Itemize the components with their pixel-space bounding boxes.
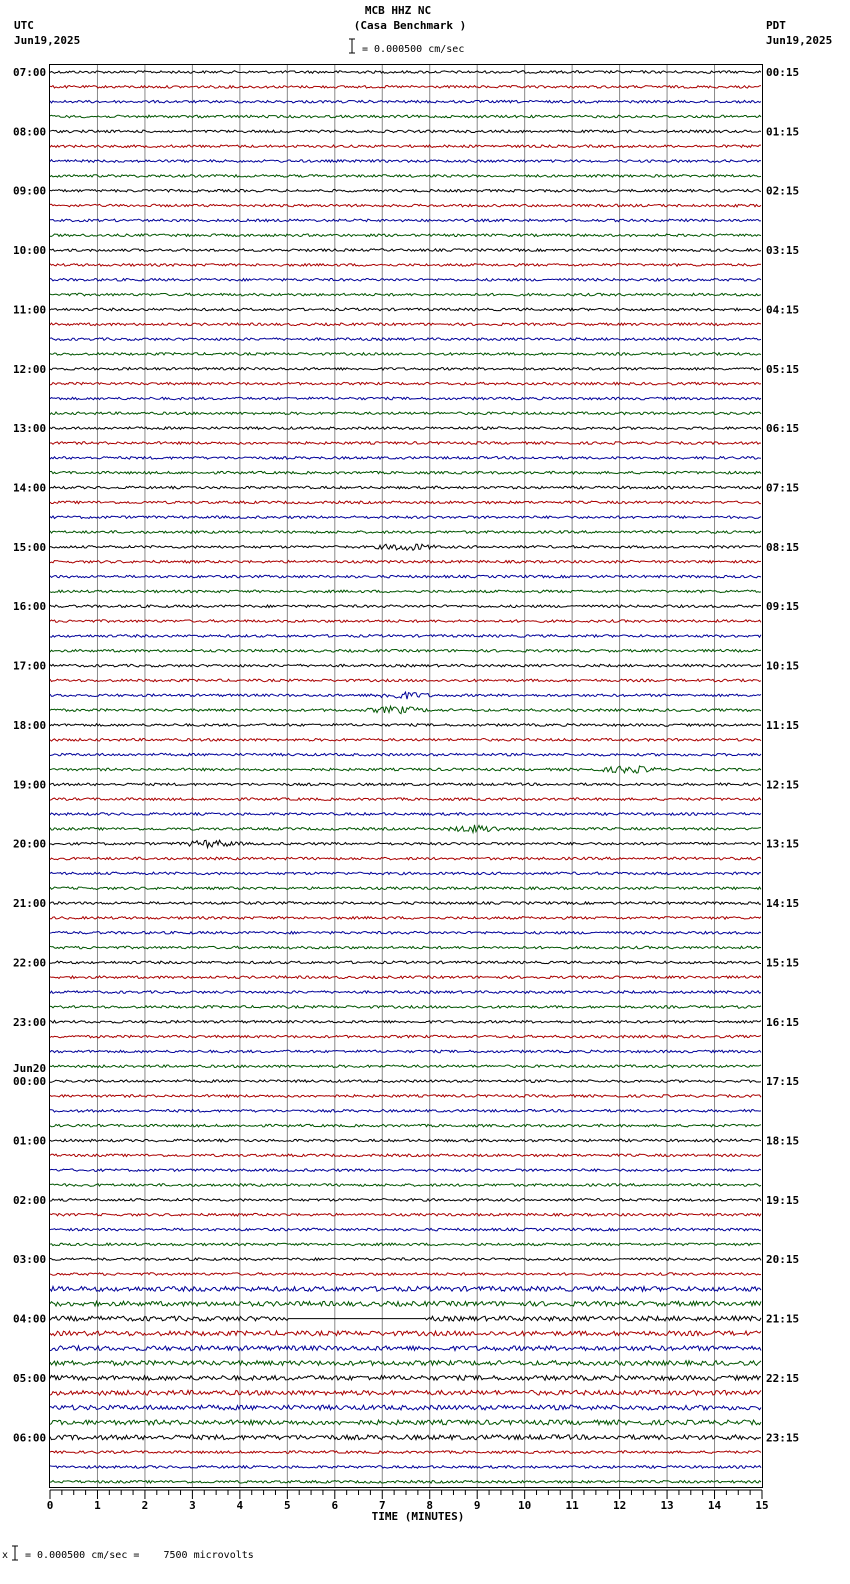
- trace-row: [50, 706, 761, 714]
- trace-row: [50, 1258, 761, 1261]
- trace-row: [50, 204, 761, 207]
- x-axis: [47, 1490, 769, 1512]
- trace-row: [50, 1021, 761, 1024]
- station-location: (Casa Benchmark ): [353, 19, 467, 32]
- trace-row: [50, 471, 761, 474]
- utc-hour-label: 10:00: [13, 244, 47, 258]
- trace-row: [50, 100, 761, 103]
- trace-row: [50, 1154, 761, 1157]
- pdt-hour-label: 15:15: [766, 956, 800, 970]
- trace-row: [50, 279, 761, 282]
- utc-hour-label: 04:00: [13, 1312, 47, 1326]
- x-tick-label: 1: [94, 1499, 101, 1512]
- x-tick-label: 4: [236, 1499, 244, 1512]
- trace-row: [50, 189, 761, 192]
- pdt-hour-label: 13:15: [766, 837, 800, 851]
- scale-label: = 0.000500 cm/sec: [362, 44, 465, 55]
- trace-row: [50, 86, 761, 89]
- utc-hour-label: 15:00: [13, 540, 47, 554]
- trace-row: [50, 1035, 761, 1038]
- pdt-hour-label: 08:15: [766, 540, 800, 554]
- utc-hour-label: 00:00: [13, 1075, 47, 1089]
- trace-row: [50, 1346, 761, 1351]
- trace-row: [50, 664, 761, 667]
- trace-row: [50, 1331, 761, 1336]
- trace-row: [50, 1273, 761, 1276]
- trace-row: [50, 1228, 761, 1231]
- trace-row: [50, 1376, 761, 1381]
- trace-row: [50, 1287, 761, 1292]
- footer-scale-label: = 0.000500 cm/sec = 7500 microvolts: [25, 1550, 254, 1561]
- utc-hour-label: 05:00: [13, 1371, 47, 1385]
- utc-hour-label: 21:00: [13, 897, 47, 911]
- trace-row: [50, 1435, 761, 1440]
- utc-hour-label: 14:00: [13, 481, 47, 495]
- x-tick-label: 2: [141, 1499, 149, 1512]
- trace-row: [50, 753, 761, 756]
- trace-row: [50, 1050, 761, 1053]
- trace-row: [50, 219, 761, 222]
- trace-row: [50, 1466, 761, 1469]
- x-tick-label: 8: [426, 1499, 434, 1512]
- utc-hour-label: 08:00: [13, 125, 47, 139]
- trace-row: [50, 1080, 761, 1083]
- trace-row: [50, 902, 761, 905]
- left-date: Jun19,2025: [14, 34, 81, 47]
- utc-hour-label: 19:00: [13, 778, 47, 792]
- pdt-hour-label: 19:15: [766, 1193, 800, 1207]
- trace-row: [50, 175, 761, 178]
- utc-hour-label: 13:00: [13, 422, 47, 436]
- utc-hour-label: 11:00: [13, 303, 47, 317]
- trace-row: [50, 382, 761, 385]
- trace-row: [50, 872, 761, 875]
- utc-hour-label: 18:00: [13, 718, 47, 732]
- pdt-hour-labels: [766, 66, 799, 1444]
- trace-row: [50, 412, 761, 415]
- trace-row: [50, 368, 761, 371]
- trace-row: [50, 590, 761, 593]
- pdt-hour-label: 01:15: [766, 125, 800, 139]
- x-tick-label: 5: [284, 1499, 291, 1512]
- trace-row: [50, 501, 761, 504]
- utc-hour-label: 22:00: [13, 956, 47, 970]
- trace-row: [50, 1481, 761, 1484]
- pdt-hour-label: 21:15: [766, 1312, 800, 1326]
- svg-text:x: x: [2, 1550, 9, 1561]
- trace-row: [50, 783, 761, 786]
- trace-row: [50, 946, 761, 949]
- x-tick-label: 10: [518, 1499, 532, 1512]
- trace-row: [50, 620, 761, 623]
- x-tick-label: 12: [612, 1499, 627, 1512]
- pdt-hour-label: 20:15: [766, 1253, 800, 1267]
- trace-row: [50, 486, 761, 489]
- utc-hour-label: 01:00: [13, 1134, 47, 1148]
- utc-hour-label: 17:00: [13, 659, 47, 673]
- trace-row: [50, 1065, 761, 1068]
- utc-hour-label: 12:00: [13, 362, 47, 376]
- trace-row: [50, 427, 761, 430]
- trace-row: [50, 264, 761, 267]
- trace-row: [50, 635, 761, 638]
- pdt-hour-label: 00:15: [766, 66, 800, 79]
- trace-row: [50, 397, 761, 400]
- station-title: MCB HHZ NC: [364, 4, 432, 17]
- pdt-hour-label: 14:15: [766, 897, 800, 911]
- right-timezone: PDT: [766, 19, 786, 32]
- utc-hour-label: 09:00: [13, 184, 47, 198]
- trace-row: [50, 991, 761, 994]
- x-tick-label: 3: [189, 1499, 196, 1512]
- trace-row: [50, 825, 761, 833]
- trace-row: [50, 650, 761, 653]
- utc-hour-labels: [13, 66, 46, 1444]
- trace-row: [50, 457, 761, 460]
- trace-row: [50, 115, 761, 118]
- trace-row: [50, 323, 761, 326]
- x-axis-label: TIME (MINUTES): [371, 1510, 465, 1523]
- trace-row: [50, 1110, 761, 1113]
- pdt-hour-label: 02:15: [766, 184, 800, 198]
- utc-hour-label: 06:00: [13, 1431, 47, 1445]
- trace-row: [50, 516, 761, 519]
- utc-hour-label: 20:00: [13, 837, 47, 851]
- trace-row: [50, 887, 761, 890]
- utc-hour-label: 23:00: [13, 1015, 47, 1029]
- x-tick-label: 9: [473, 1499, 481, 1512]
- trace-row: [50, 1316, 761, 1321]
- pdt-hour-label: 18:15: [766, 1134, 800, 1148]
- trace-row: [50, 531, 761, 534]
- x-tick-label: 15: [755, 1499, 769, 1512]
- trace-row: [50, 1199, 761, 1202]
- trace-row: [50, 857, 761, 860]
- utc-hour-label: 02:00: [13, 1193, 47, 1207]
- trace-row: [50, 544, 761, 550]
- trace-group: [50, 71, 761, 1483]
- pdt-hour-label: 07:15: [766, 481, 800, 495]
- trace-row: [50, 160, 761, 163]
- trace-row: [50, 1213, 761, 1216]
- trace-row: [50, 130, 761, 133]
- pdt-hour-label: 17:15: [766, 1075, 800, 1089]
- trace-row: [50, 1243, 761, 1246]
- trace-row: [50, 724, 761, 727]
- trace-row: [50, 605, 761, 608]
- left-timezone: UTC: [14, 19, 34, 32]
- trace-row: [50, 442, 761, 445]
- pdt-hour-label: 04:15: [766, 303, 800, 317]
- trace-row: [50, 1361, 761, 1366]
- trace-row: [50, 961, 761, 964]
- footer-scale-icon: [2, 1546, 18, 1561]
- trace-row: [50, 917, 761, 920]
- trace-row: [50, 739, 761, 742]
- trace-row: [50, 1139, 761, 1142]
- trace-row: [50, 766, 761, 773]
- trace-row: [50, 560, 761, 563]
- pdt-hour-label: 11:15: [766, 718, 800, 732]
- trace-row: [50, 1420, 761, 1425]
- pdt-hour-label: 12:15: [766, 778, 800, 792]
- trace-row: [50, 1095, 761, 1098]
- trace-row: [50, 679, 761, 682]
- utc-hour-label: 07:00: [13, 66, 47, 79]
- trace-row: [50, 1405, 761, 1410]
- trace-row: [50, 976, 761, 979]
- trace-row: [50, 1301, 761, 1306]
- trace-row: [50, 1124, 761, 1127]
- trace-row: [50, 338, 761, 341]
- pdt-hour-label: 22:15: [766, 1371, 800, 1385]
- utc-hour-label: 16:00: [13, 600, 47, 614]
- x-tick-label: 14: [707, 1499, 722, 1512]
- right-date: Jun19,2025: [766, 34, 833, 47]
- pdt-hour-label: 06:15: [766, 422, 800, 436]
- pdt-hour-label: 03:15: [766, 244, 800, 258]
- trace-row: [50, 1451, 761, 1454]
- pdt-hour-label: 23:15: [766, 1431, 800, 1445]
- x-tick-label: 6: [331, 1499, 339, 1512]
- utc-hour-label: 03:00: [13, 1253, 47, 1267]
- trace-row: [50, 234, 761, 237]
- pdt-hour-label: 05:15: [766, 362, 800, 376]
- trace-row: [50, 813, 761, 816]
- trace-row: [50, 71, 761, 74]
- trace-row: [50, 931, 761, 934]
- x-tick-label: 13: [660, 1499, 674, 1512]
- trace-row: [50, 145, 761, 148]
- trace-row: [50, 1390, 761, 1395]
- day-change-label: Jun20: [13, 1062, 47, 1076]
- x-tick-label: 7: [378, 1499, 386, 1512]
- x-tick-label: 11: [565, 1499, 579, 1512]
- scale-bar-icon: [349, 39, 355, 53]
- pdt-hour-label: 10:15: [766, 659, 800, 673]
- trace-row: [50, 798, 761, 801]
- trace-row: [50, 1169, 761, 1172]
- trace-row: [50, 353, 761, 356]
- trace-row: [50, 308, 761, 311]
- pdt-hour-label: 09:15: [766, 600, 800, 614]
- trace-row: [50, 1184, 761, 1187]
- trace-row: [50, 249, 761, 252]
- trace-row: [50, 575, 761, 578]
- trace-row: [50, 692, 761, 699]
- trace-row: [50, 840, 761, 847]
- pdt-hour-label: 16:15: [766, 1015, 800, 1029]
- x-tick-label: 0: [46, 1499, 54, 1512]
- trace-row: [50, 1006, 761, 1009]
- trace-row: [50, 293, 761, 296]
